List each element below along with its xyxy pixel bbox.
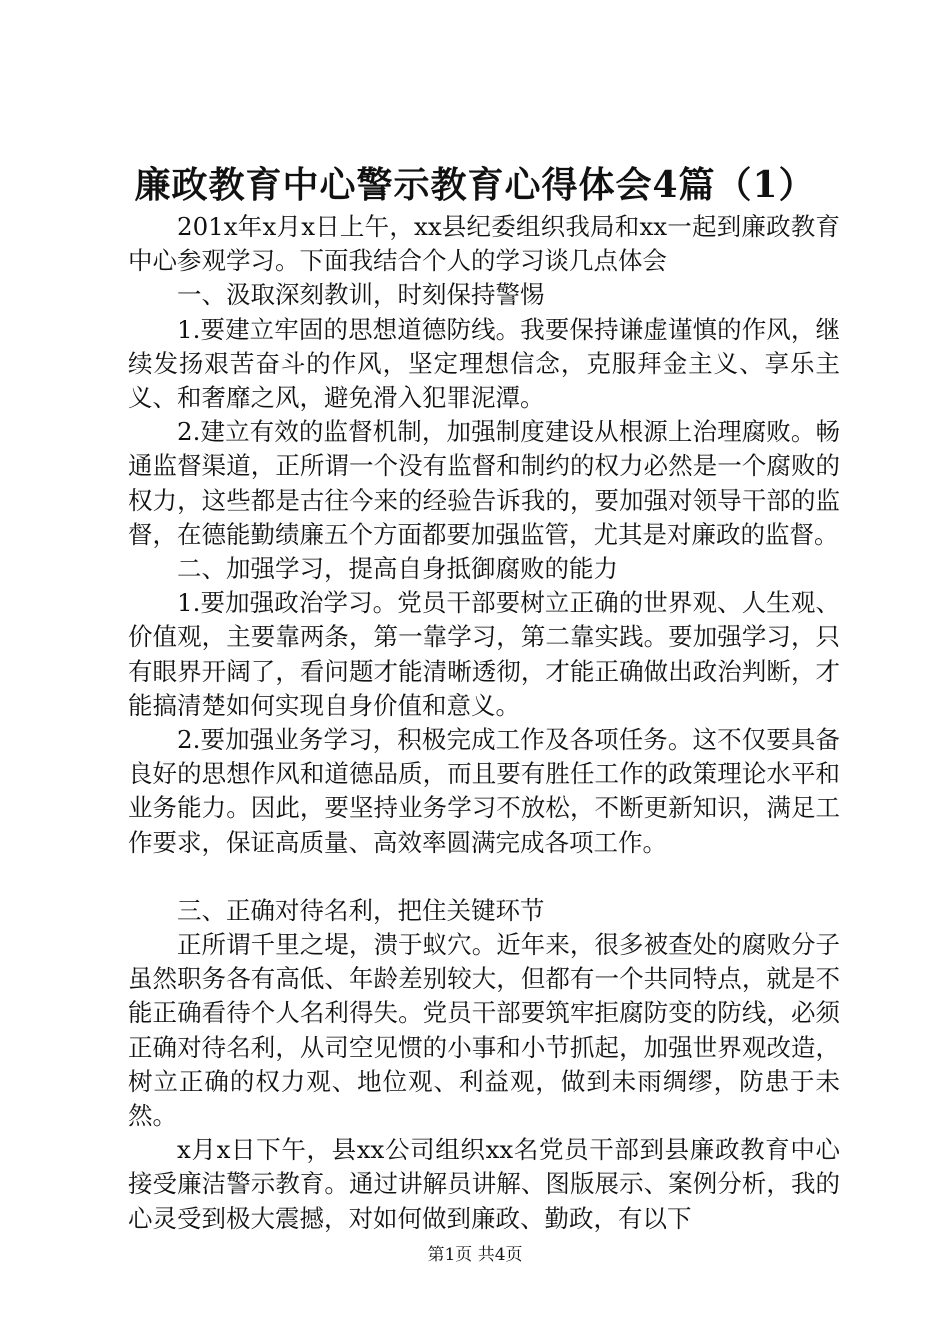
paragraph-intro: 201x年x月x日上午，xx县纪委组织我局和xx一起到廉政教育中心参观学习。下面我结合个人的学习谈几点体会	[128, 212, 840, 276]
paragraph-closing: x月x日下午，县xx公司组织xx名党员干部到县廉政教育中心接受廉洁警示教育。通过讲解员讲解、图版展示、案例分析，我的心灵受到极大震撼，对如何做到廉政、勤政，有以下	[128, 1135, 840, 1233]
paragraph-3-1: 正所谓千里之堤，溃于蚁穴。近年来，很多被查处的腐败分子虽然职务各有高低、年龄差别较大，但都有一个共同特点，就是不能正确看待个人名利得失。党员干部要筑牢拒腐防变的防线，必须正确对待名利，从司空见惯的小事和小节抓起，加强世界观改造，树立正确的权力观、地位观、利益观，做到未雨绸缪，防患于未然。	[128, 930, 840, 1131]
section-heading-2: 二、加强学习，提高自身抵御腐败的能力	[177, 554, 618, 584]
section-heading-3: 三、正确对待名利，把住关键环节	[177, 895, 545, 925]
paragraph-1-1: 1.要建立牢固的思想道德防线。我要保持谦虚谨慎的作风，继续发扬艰苦奋斗的作风，坚定理想信念，克服拜金主义、享乐主义、和奢靡之风，避免滑入犯罪泥潭。	[128, 314, 840, 413]
page-number: 第1页 共4页	[427, 1245, 523, 1265]
paragraph-2-2: 2.要加强业务学习，积极完成工作及各项任务。这不仅要具备良好的思想作风和道德品质，而且要有胜任工作的政策理论水平和业务能力。因此，要坚持业务学习不放松，不断更新知识，满足工作要求，保证高质量、高效率圆满完成各项工作。	[128, 725, 840, 857]
section-heading-1: 一、汲取深刻教训，时刻保持警惕	[177, 280, 545, 310]
document-title: 廉政教育中心警示教育心得体会4篇（1）	[134, 164, 816, 206]
paragraph-2-1: 1.要加强政治学习。党员干部要树立正确的世界观、人生观、价值观，主要靠两条，第一靠学习，第二靠实践。要加强学习，只有眼界开阔了，看问题才能清晰透彻，才能正确做出政治判断，才能搞清楚如何实现自身价值和意义。	[128, 588, 840, 720]
paragraph-1-2: 2.建立有效的监督机制，加强制度建设从根源上治理腐败。畅通监督渠道，正所谓一个没有监督和制约的权力必然是一个腐败的权力，这些都是古往今来的经验告诉我的，要加强对领导干部的监督，在德能勤绩廉五个方面都要加强监管，尤其是对廉政的监督。	[128, 417, 840, 549]
document-body	[128, 210, 840, 1236]
